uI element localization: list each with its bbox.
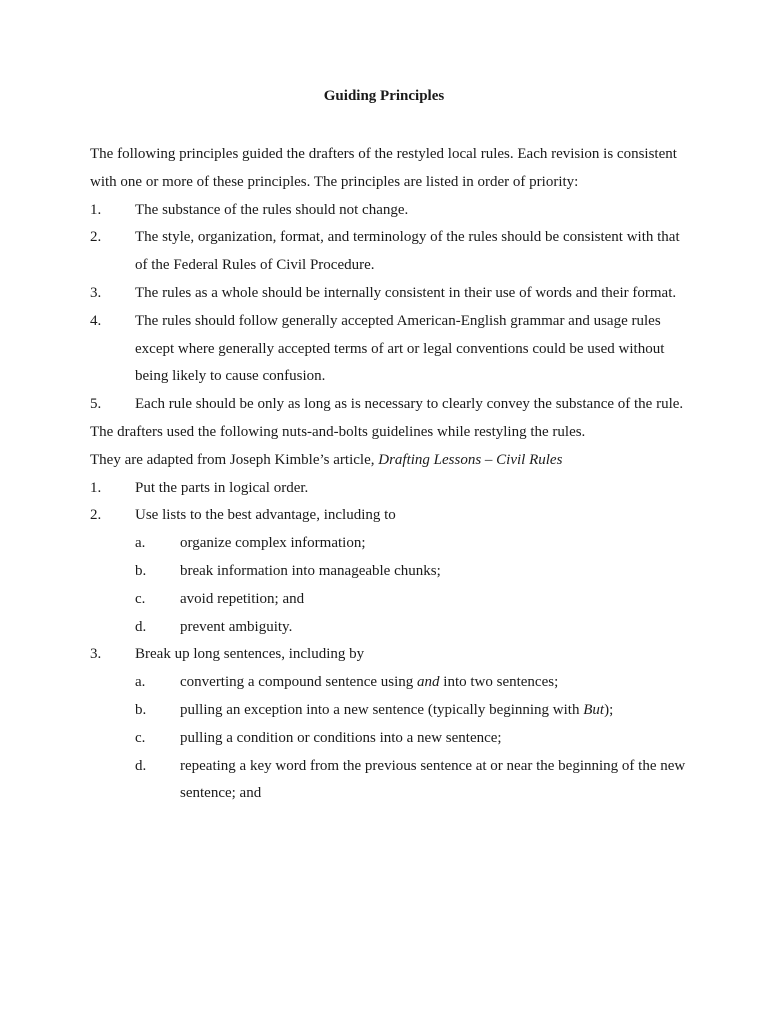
item-text: The rules as a whole should be internally consistent in their use of words and their format. — [135, 284, 677, 301]
sub-item-text-pre: pulling an exception into a new sentence (typically beginning with — [180, 701, 584, 718]
item-number: 4. — [90, 312, 102, 329]
sub-list-item — [90, 530, 690, 558]
sub-item-letter: c. — [135, 590, 146, 607]
sub-list-item — [90, 753, 690, 809]
list-item — [90, 224, 690, 280]
sub-item-text: avoid repetition; and — [180, 590, 305, 607]
sub-item-text: break information into manageable chunks; — [180, 562, 441, 579]
list-item — [90, 641, 690, 669]
sub-item-letter: a. — [135, 535, 146, 552]
sub-list-item — [90, 725, 690, 753]
item-text: Break up long sentences, including by — [135, 646, 365, 663]
guidelines-intro-text: They are adapted from Joseph Kimble’s article, — [90, 451, 375, 468]
item-text: Each rule should be only as long as is necessary to clearly convey the substance of the rule. — [135, 396, 684, 413]
sub-item-text — [180, 697, 690, 725]
sub-list-item — [90, 586, 690, 614]
item-number: 1. — [90, 201, 102, 218]
page-title: Guiding Principles — [323, 88, 445, 104]
item-text: The substance of the rules should not change. — [135, 201, 409, 218]
sub-list-item — [90, 558, 690, 586]
item-number: 3. — [90, 646, 102, 663]
guidelines-list — [90, 475, 690, 809]
principles-list — [90, 197, 690, 419]
sub-item-text-post: into two sentences; — [439, 674, 559, 691]
list-item — [90, 308, 690, 391]
item-number: 2. — [90, 229, 102, 246]
sub-item-letter: b. — [135, 562, 147, 579]
sub-item-letter: d. — [135, 618, 147, 635]
item-text: The style, organization, format, and terminology of the rules should be consistent with that of the Federal Rules of Civil Procedure. — [135, 229, 680, 274]
sub-item-emphasis: But — [583, 701, 605, 718]
sub-item-text: pulling a condition or conditions into a new sentence; — [180, 729, 502, 746]
item-text: Use lists to the best advantage, including to — [135, 507, 396, 524]
sub-item-letter: c. — [135, 729, 146, 746]
sub-item-text — [180, 669, 690, 697]
item-number: 1. — [90, 479, 102, 496]
list-item — [90, 280, 690, 308]
item-number: 3. — [90, 284, 102, 301]
item-text: The rules should follow generally accepted American-English grammar and usage rules except where generally accepted terms of art or legal conventions could be used without being likely to cause confusion. — [135, 312, 665, 385]
sub-item-text: organize complex information; — [180, 535, 366, 552]
sub-item-text: prevent ambiguity. — [180, 618, 293, 635]
intro-paragraph: The following principles guided the drafters of the restyled local rules. Each revision is consistent with one or more of these principles. The principles are listed in order of priority: — [90, 146, 677, 190]
sub-item-letter: a. — [135, 674, 146, 691]
guidelines-source-title: Drafting Lessons – Civil Rules — [378, 451, 563, 468]
guidelines-intro-line-1: The drafters used the following nuts-and-bolts guidelines while restyling the rules. — [90, 423, 586, 440]
sub-item-text-post: ); — [604, 701, 614, 718]
list-item — [90, 391, 690, 419]
sub-list-item — [90, 614, 690, 642]
list-item — [90, 502, 690, 530]
item-text: Put the parts in logical order. — [135, 479, 309, 496]
sub-item-text-pre: converting a compound sentence using — [180, 674, 418, 691]
item-number: 5. — [90, 396, 102, 413]
list-item — [90, 475, 690, 503]
sub-item-letter: d. — [135, 757, 147, 774]
sub-item-text: repeating a key word from the previous sentence at or near the beginning of the new sentence; and — [180, 757, 686, 802]
sub-list-item — [90, 697, 690, 725]
guidelines-intro-line-2 — [90, 447, 690, 475]
list-item — [90, 197, 690, 225]
sub-item-letter: b. — [135, 701, 147, 718]
sub-item-emphasis: and — [417, 674, 440, 691]
document-body — [90, 141, 690, 808]
sub-list-item — [90, 669, 690, 697]
item-number: 2. — [90, 507, 102, 524]
